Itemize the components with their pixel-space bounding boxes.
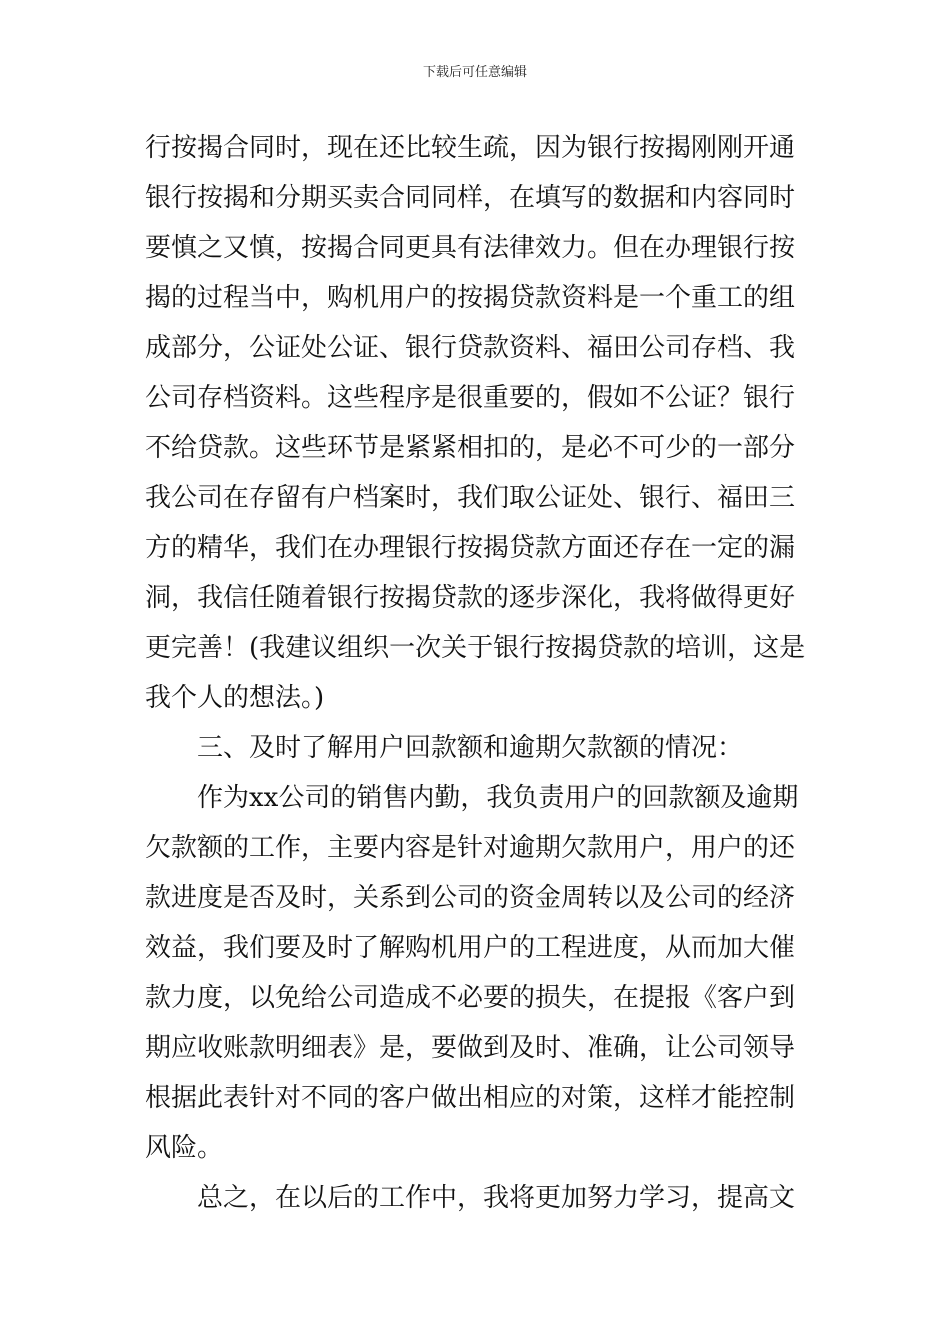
text-line: 揭的过程当中，购机用户的按揭贷款资料是一个重工的组 [145, 283, 796, 313]
text-line: 更完善！(我建议组织一次关于银行按揭贷款的培训，这是 [145, 633, 806, 663]
text-line: 风险。 [145, 1133, 224, 1163]
document-body [145, 123, 810, 1223]
text-line: 期应收账款明细表》是，要做到及时、准确，让公司领导 [145, 1033, 796, 1063]
text-line: 我公司在存留有户档案时，我们取公证处、银行、福田三 [145, 483, 796, 513]
paragraph-first-line: 总之，在以后的工作中，我将更加努力学习，提高文 [197, 1183, 796, 1213]
text-line: 成部分，公证处公证、银行贷款资料、福田公司存档、我 [145, 333, 796, 363]
text-line: 公司存档资料。这些程序是很重要的，假如不公证？银行 [145, 383, 796, 413]
text-line: 行按揭合同时，现在还比较生疏，因为银行按揭刚刚开通 [145, 133, 796, 163]
section-heading: 三、及时了解用户回款额和逾期欠款额的情况： [197, 733, 744, 763]
paragraph-first-line: 作为xx公司的销售内勤，我负责用户的回款额及逾期 [197, 783, 799, 813]
text-line: 我个人的想法。) [145, 683, 325, 713]
text-line: 洞，我信任随着银行按揭贷款的逐步深化，我将做得更好 [145, 583, 796, 613]
text-line: 不给贷款。这些环节是紧紧相扣的，是必不可少的一部分 [145, 433, 796, 463]
text-line: 银行按揭和分期买卖合同同样，在填写的数据和内容同时 [145, 183, 796, 213]
page-header: 下载后可任意编辑 [422, 65, 527, 80]
text-line: 要慎之又慎，按揭合同更具有法律效力。但在办理银行按 [145, 233, 796, 263]
text-line: 根据此表针对不同的客户做出相应的对策，这样才能控制 [145, 1083, 796, 1113]
text-line: 方的精华，我们在办理银行按揭贷款方面还存在一定的漏 [145, 533, 796, 563]
text-line: 效益，我们要及时了解购机用户的工程进度，从而加大催 [145, 933, 796, 963]
text-line: 款力度，以免给公司造成不必要的损失，在提报《客户到 [145, 983, 796, 1013]
text-line: 欠款额的工作，主要内容是针对逾期欠款用户，用户的还 [145, 833, 796, 863]
text-line: 款进度是否及时，关系到公司的资金周转以及公司的经济 [145, 883, 796, 913]
